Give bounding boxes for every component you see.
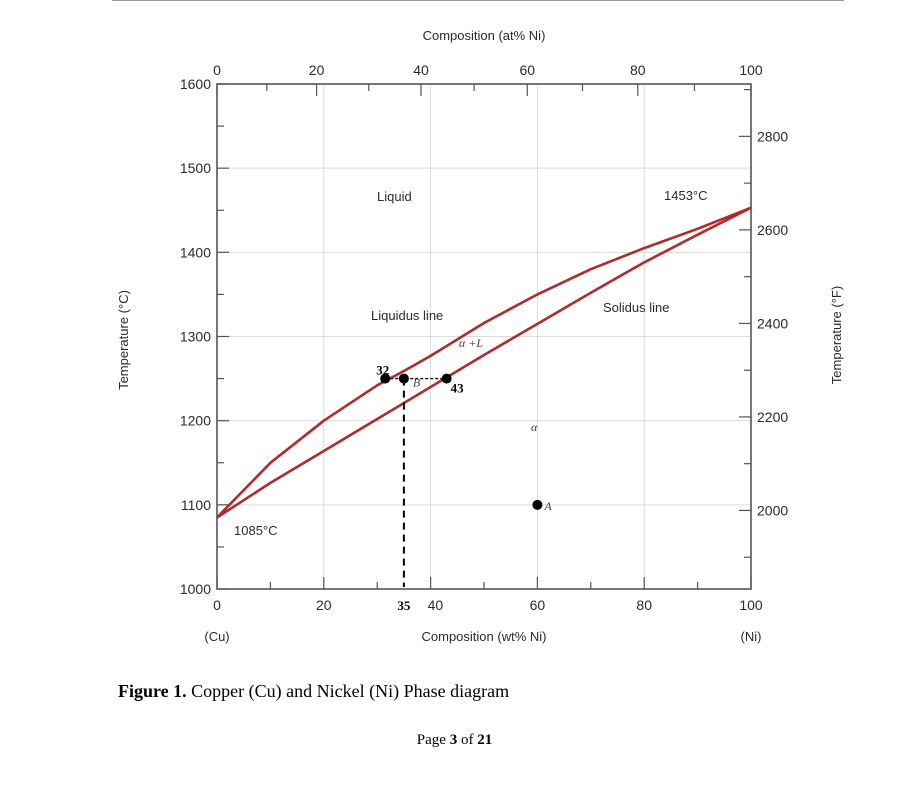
x2-tick-label: 80 bbox=[630, 62, 646, 78]
page-number bbox=[0, 732, 909, 749]
page-number-total: 21 bbox=[477, 732, 493, 748]
x-end-label-ni: (Ni) bbox=[740, 629, 762, 644]
y-tick-label: 1500 bbox=[179, 160, 211, 177]
x2-axis-title: Composition (at% Ni) bbox=[422, 28, 546, 43]
y2-tick-label: 2800 bbox=[757, 128, 789, 145]
x-tick-label: 100 bbox=[739, 597, 763, 613]
x-tick-label: 40 bbox=[427, 597, 444, 613]
point-a bbox=[532, 500, 542, 510]
liquidus-line-label: Liquidus line bbox=[371, 308, 444, 323]
point-label-a: A bbox=[544, 498, 552, 513]
series-layer bbox=[217, 208, 751, 518]
y-tick-label: 1300 bbox=[179, 328, 211, 345]
y2-tick-label: 2600 bbox=[757, 221, 789, 238]
melting-point-cu-label: 1085°C bbox=[234, 523, 278, 538]
y2-tick-label: 2000 bbox=[757, 502, 789, 519]
y2-tick-label: 2400 bbox=[757, 315, 789, 332]
x-tick-label: 0 bbox=[213, 597, 221, 613]
alpha-region-label: α bbox=[531, 420, 538, 434]
page-number-middle: of bbox=[457, 732, 478, 748]
y-tick-label: 1100 bbox=[180, 496, 211, 513]
y-tick-label: 1600 bbox=[179, 76, 211, 92]
x-end-label-cu: (Cu) bbox=[204, 629, 230, 644]
x2-tick-label: 20 bbox=[308, 62, 325, 78]
figure-caption-label: Figure 1. bbox=[118, 681, 187, 701]
two-phase-label: α +L bbox=[459, 336, 484, 350]
x2-tick-label: 40 bbox=[413, 62, 429, 78]
x-tick-label: 20 bbox=[316, 597, 332, 613]
x2-tick-label: 0 bbox=[213, 62, 221, 78]
figure-caption bbox=[118, 681, 509, 702]
melting-point-ni-label: 1453°C bbox=[664, 188, 708, 203]
x2-tick-label: 60 bbox=[519, 62, 536, 78]
series-liquidus-line bbox=[217, 208, 751, 518]
page-number-prefix: Page bbox=[416, 732, 450, 748]
page-number-current: 3 bbox=[449, 732, 458, 748]
x-axis-title: Composition (wt% Ni) bbox=[421, 629, 547, 644]
x2-tick-label: 100 bbox=[739, 62, 763, 78]
figure-caption-text: Copper (Cu) and Nickel (Ni) Phase diagram bbox=[186, 681, 510, 701]
grid-layer bbox=[217, 84, 751, 589]
series-solidus-line bbox=[217, 208, 751, 518]
point-label-b: B bbox=[412, 375, 421, 390]
x-tick-label: 80 bbox=[636, 597, 652, 613]
y-tick-label: 1000 bbox=[179, 581, 211, 597]
y-axis-title: Temperature (°C) bbox=[116, 290, 131, 390]
y2-axis-title: Temperature (°F) bbox=[829, 285, 844, 385]
point-label-43: 43 bbox=[450, 380, 464, 396]
point-label-32: 32 bbox=[376, 362, 390, 378]
liquid-region-label: Liquid bbox=[377, 189, 412, 204]
x-tick-label: 60 bbox=[529, 597, 546, 613]
composition-value-label: 35 bbox=[397, 598, 411, 613]
y2-tick-label: 2200 bbox=[757, 408, 789, 425]
solidus-line-label: Solidus line bbox=[603, 300, 670, 315]
overlay-layer bbox=[376, 363, 552, 613]
y-tick-label: 1400 bbox=[179, 244, 211, 261]
point-b bbox=[399, 374, 409, 384]
y-tick-label: 1200 bbox=[179, 412, 211, 429]
